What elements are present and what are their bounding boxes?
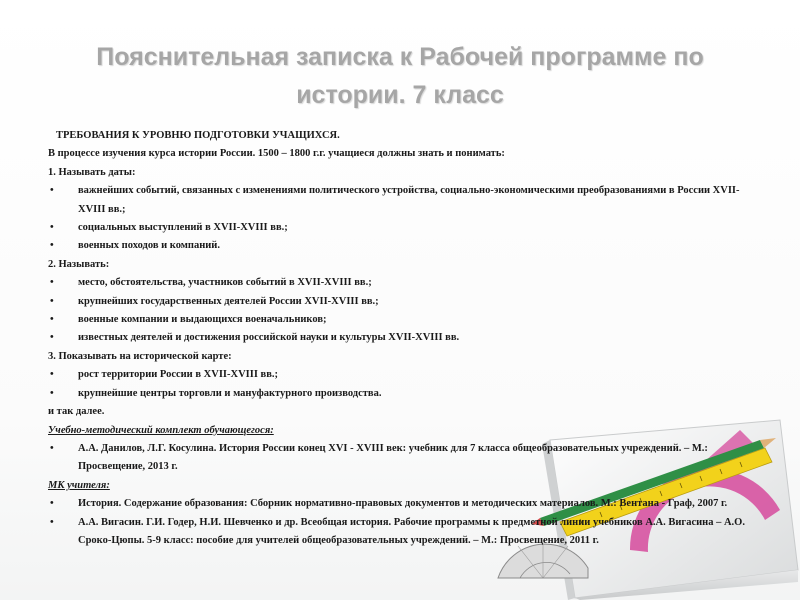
title-line-2: истории. 7 класс xyxy=(296,81,504,109)
title-line-1: Пояснительная записка к Рабочей программе по xyxy=(96,43,704,71)
etc-text: и так далее. xyxy=(48,406,105,418)
section-3-list xyxy=(48,366,748,403)
slide-title xyxy=(0,38,800,114)
list-item: • А.А. Вигасин. Г.И. Годер, Н.И. Шевченко и др. Всеобщая история. Рабочие программы к предметной линии учебников А.А. Вигасина – А.О. Сроко-Цюпы. 5-9 класс: пособие для учителей общеобразовательных учреждений. – М.: Просвещение, 2011 г. xyxy=(48,514,748,551)
list-item: • крупнейшие центры торговли и мануфактурного производства. xyxy=(48,385,748,403)
list-item: • социальных выступлений в XVII-XVIII вв.; xyxy=(48,219,748,237)
section-2-heading: 2. Называть: xyxy=(48,258,110,270)
list-item: • известных деятелей и достижения российской науки и культуры XVII-XVIII вв. xyxy=(48,329,748,347)
list-item: • военных походов и компаний. xyxy=(48,237,748,255)
list-item: • военные компании и выдающихся военачальников; xyxy=(48,311,748,329)
teacher-kit-heading: МК учителя: xyxy=(48,479,110,491)
list-item: • крупнейших государственных деятелей России XVII-XVIII вв.; xyxy=(48,293,748,311)
list-item: • История. Содержание образования: Сборник нормативно-правовых документов и методических материалов. М.: Вентана - Граф, 2007 г. xyxy=(48,495,748,513)
content-body xyxy=(48,127,748,550)
list-item: • важнейших событий, связанных с изменениями политического устройства, социально-экономическими преобразованиями в России XVII-XVIII вв.; xyxy=(48,182,748,219)
section-3-heading: 3. Показывать на исторической карте: xyxy=(48,350,232,362)
student-kit-list xyxy=(48,440,748,477)
intro-text: В процессе изучения курса истории России. 1500 – 1800 г.г. учащиеся должны знать и понимать: xyxy=(48,148,505,160)
section-2-list xyxy=(48,274,748,348)
requirements-heading: ТРЕБОВАНИЯ К УРОВНЮ ПОДГОТОВКИ УЧАЩИХСЯ. xyxy=(56,130,340,141)
section-1-list xyxy=(48,182,748,256)
list-item: • рост территории России в XVII-XVIII вв.; xyxy=(48,366,748,384)
student-kit-heading: Учебно-методический комплект обучающегося: xyxy=(48,424,274,436)
section-1-heading: 1. Называть даты: xyxy=(48,166,136,178)
list-item: • А.А. Данилов, Л.Г. Косулина. История России конец XVI - XVIII век: учебник для 7 класса общеобразовательных учреждений. – М.: Просвещение, 2013 г. xyxy=(48,440,748,477)
list-item: • место, обстоятельства, участников событий в XVII-XVIII вв.; xyxy=(48,274,748,292)
teacher-kit-list xyxy=(48,495,748,550)
